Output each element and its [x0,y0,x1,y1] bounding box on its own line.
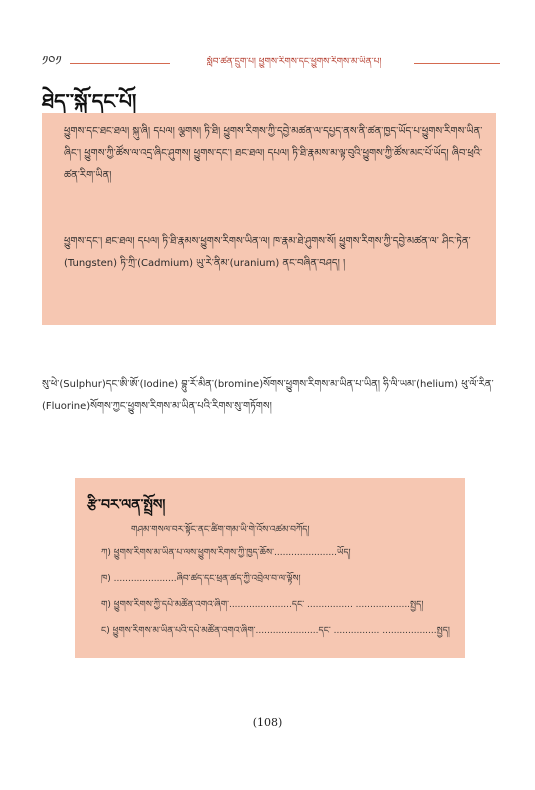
exercise-item: ཀ) ཕྱུགས་རིགས་མ་ཡིན་པ་ལས་ཕྱུགས་རིགས་ཀྱི་ཁྱད་ཆོས་......................ཡོད། [101,548,351,558]
intro-box [42,113,496,325]
exercise-item: ཁ) ......................ཞིབ་ཚད་དང་ཕྲན་ཚད་ཀྱི་འབྲེལ་བ་ལ་ལྟོས། [101,574,301,584]
running-header [42,54,500,72]
exercise-instruction: གཤམ་གསལ་བར་སྟོང་ནང་ཚིག་གམ་ཡི་གེ་འོས་འཚམ་བཀོད། [131,525,310,535]
exercise-title: རྩི་བར་ལན་སྤྲོས། [87,497,166,513]
running-title: སློབ་ཚན་དྲུག་པ། ཕྱུགས་རིགས་དང་ཕྱུགས་རིགས་མ་ཡིན་པ། [206,57,382,67]
exercise-item: ང) ཕྱུགས་རིགས་མ་ཡིན་པའི་དཔེ་མཚོན་འགའ་ཞིག་......................དང་ ................ ...................སྤྱད། [101,626,450,636]
tibetan-page-number: ༡༠༡ [42,54,62,69]
header-rule-left [70,63,170,64]
body-paragraph: སུ་ཕེ་(Sulphur)དང་ཨི་ཨོ་(Iodine) བྷུ་རོ་མིན་(bromine)སོགས་ཕྱུགས་རིགས་མ་ཡིན་པ་ཡིན། ཧི་ལི་ཡམ་(helium) ཕུ་ལོ་རིན་(Fluorine)སོགས་ཀྱང་ཕྱུགས་རིགས་མ་ཡིན་པའི་རིགས་སུ་གཏོགས། [42,379,494,412]
exercise-box [75,478,465,658]
header-rule-right [414,63,500,64]
intro-paragraph-2: ཕྱུགས་དང་། ཐང་ཐལ། དཔལ། ཏི་ཐི་རྣམས་ཕྱུགས་རིགས་ཡིན་ལ། ཁ་རྣམ་ཐེ་ཤུགས་སོ། ཕྱུགས་རིགས་ཀྱི་དབྱེ་མཚན་ལ་ ཤིང་ཏེན་(Tungsten) ཏི་ཀྲི་(Cadmium) ཡུ་རེ་ནིམ་(uranium) ནང་བཞིན་བཤད། ། [64,236,471,269]
intro-paragraph-1: ཕྱུགས་དང་ཐང་ཐལ། སྐུ་ཞི། དཔལ། ལྕགས། ཏི་ཐི། ཕྱུགས་རིགས་ཀྱི་དབྱེ་མཚན་ལ་དཔྱད་ནས་ནི་ཚན་ཁྱད་ཡོད་པ་ཕྱུགས་རིགས་ཡིན་ཞིང་། ཕྱུགས་ཀྱི་ཚོས་ལ་འདྲ་ཞིང་ཤུགས། ཕྱུགས་དང་། ཐང་ཐལ། དཔལ། ཏི་ཐི་རྣམས་མ་ལྟ་བུའི་ཕྱུགས་ཀྱི་ཚོས་མང་པོ་ཡོད། ཞིབ་ཕྲའི་ཚན་རིག་ཡིན། [64,126,483,181]
page-number: (108) [252,716,283,729]
exercise-item: ག) ཕྱུགས་རིགས་ཀྱི་དཔེ་མཚོན་འགའ་ཞིག་......................དང་ ................ ...................སྤྱད། [101,600,424,610]
section-title: ཐེད་་སྐོ་དང་པོ། [42,89,137,113]
